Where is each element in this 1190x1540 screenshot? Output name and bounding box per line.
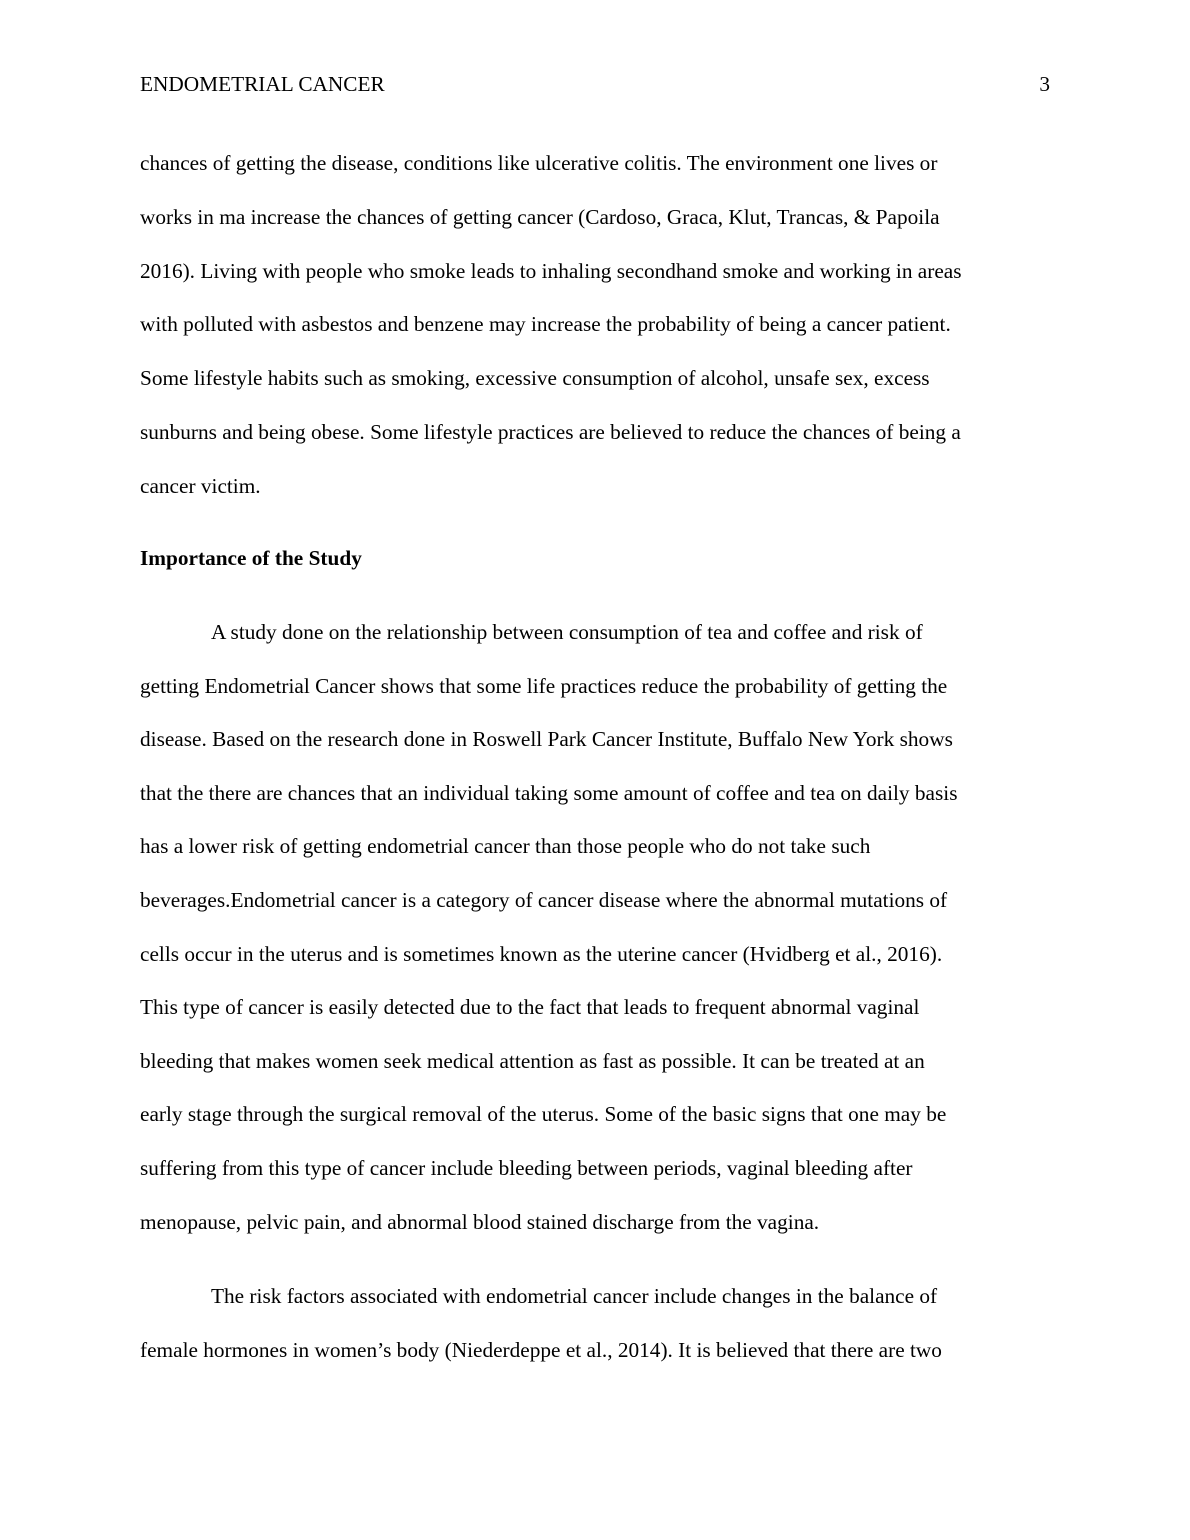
section-heading: Importance of the Study [140, 546, 362, 570]
text-line: menopause, pelvic pain, and abnormal blood stained discharge from the vagina. [140, 1209, 820, 1234]
text-line: with polluted with asbestos and benzene may increase the probability of being a cancer patient. [140, 312, 951, 337]
text-line: that the there are chances that an individual taking some amount of coffee and tea on daily basis [140, 780, 958, 805]
text-line: chances of getting the disease, conditions like ulcerative colitis. The environment one lives or [140, 151, 938, 175]
text-line: The risk factors associated with endometrial cancer include changes in the balance of [211, 1284, 938, 1308]
text-line: disease. Based on the research done in Roswell Park Cancer Institute, Buffalo New York shows [140, 727, 953, 752]
text-line: female hormones in women’s body (Niederdeppe et al., 2014). It is believed that there are two [140, 1338, 942, 1362]
text-line: Some lifestyle habits such as smoking, excessive consumption of alcohol, unsafe sex, excess [140, 366, 930, 391]
text-line: early stage through the surgical removal of the uterus. Some of the basic signs that one may be [140, 1102, 947, 1127]
text-line: This type of cancer is easily detected due to the fact that leads to frequent abnormal vaginal [140, 995, 920, 1020]
text-line: cells occur in the uterus and is sometimes known as the uterine cancer (Hvidberg et al., 2016). [140, 941, 943, 966]
text-line: getting Endometrial Cancer shows that some life practices reduce the probability of getting the [140, 673, 948, 698]
text-line: sunburns and being obese. Some lifestyle practices are believed to reduce the chances of being a [140, 420, 961, 444]
text-line: has a lower risk of getting endometrial cancer than those people who do not take such [140, 834, 871, 859]
page-number: 3 [1039, 72, 1050, 96]
text-line: suffering from this type of cancer include bleeding between periods, vaginal bleeding after [140, 1156, 913, 1180]
text-line: A study done on the relationship between consumption of tea and coffee and risk of [211, 620, 923, 644]
text-line: works in ma increase the chances of getting cancer (Cardoso, Graca, Klut, Trancas, & Papoila [140, 204, 940, 229]
text-line: cancer victim. [140, 473, 261, 498]
text-line: bleeding that makes women seek medical attention as fast as possible. It can be treated at an [140, 1048, 925, 1073]
text-line: beverages.Endometrial cancer is a category of cancer disease where the abnormal mutations of [140, 888, 948, 912]
text-line: 2016). Living with people who smoke leads to inhaling secondhand smoke and working in areas [140, 258, 962, 283]
running-head-title: ENDOMETRIAL CANCER [140, 72, 385, 96]
